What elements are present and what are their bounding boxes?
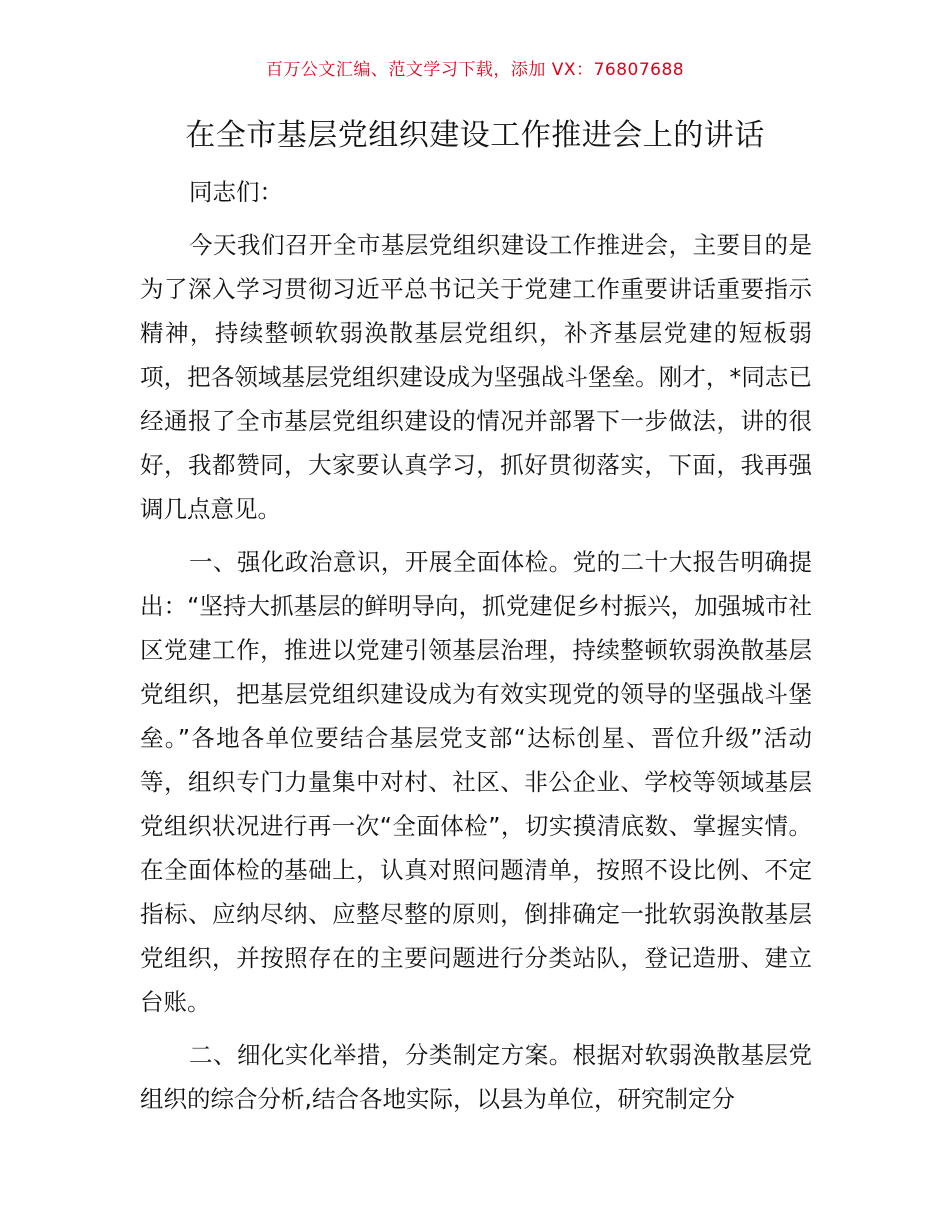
promo-header: 百万公文汇编、范文学习下载，添加 VX：76807688 (265, 60, 685, 80)
page-title: 在全市基层党组织建设工作推进会上的讲话 (185, 118, 765, 153)
salutation: 同志们： (189, 178, 283, 206)
speech-body (140, 170, 812, 1130)
paragraph-section-one: 一、强化政治意识，开展全面体检。党的二十大报告明确提出：“坚持大抓基层的鲜明导向，抓党建促乡村振兴，加强城市社区党建工作，推进以党建引领基层治理，持续整顿软弱涣散基层党组织，把基层党组织建设成为有效实现党的领导的坚强战斗堡垒。”各地各单位要结合基层党支部“达标创星、晋位升级”活动等，组织专门力量集中对村、社区、非公企业、学校等领域基层党组织状况进行再一次“全面体检”，切实摸清底数、掌握实情。在全面体检的基础上，认真对照问题清单，按照不设比例、不定指标、应纳尽纳、应整尽整的原则，倒排确定一批软弱涣散基层党组织，并按照存在的主要问题进行分类站队，登记造册、建立台账。 (140, 548, 812, 1016)
paragraph-intro: 今天我们召开全市基层党组织建设工作推进会，主要目的是为了深入学习贯彻习近平总书记关于党建工作重要讲话重要指示精神，持续整顿软弱涣散基层党组织，补齐基层党建的短板弱项，把各领域基层党组织建设成为坚强战斗堡垒。刚才，*同志已经通报了全市基层党组织建设的情况并部署下一步做法，讲的很好，我都赞同，大家要认真学习，抓好贯彻落实，下面，我再强调几点意见。 (140, 231, 812, 523)
paragraph-section-two: 二、细化实化举措，分类制定方案。根据对软弱涣散基层党组织的综合分析,结合各地实际，以县为单位，研究制定分 (140, 1041, 812, 1113)
